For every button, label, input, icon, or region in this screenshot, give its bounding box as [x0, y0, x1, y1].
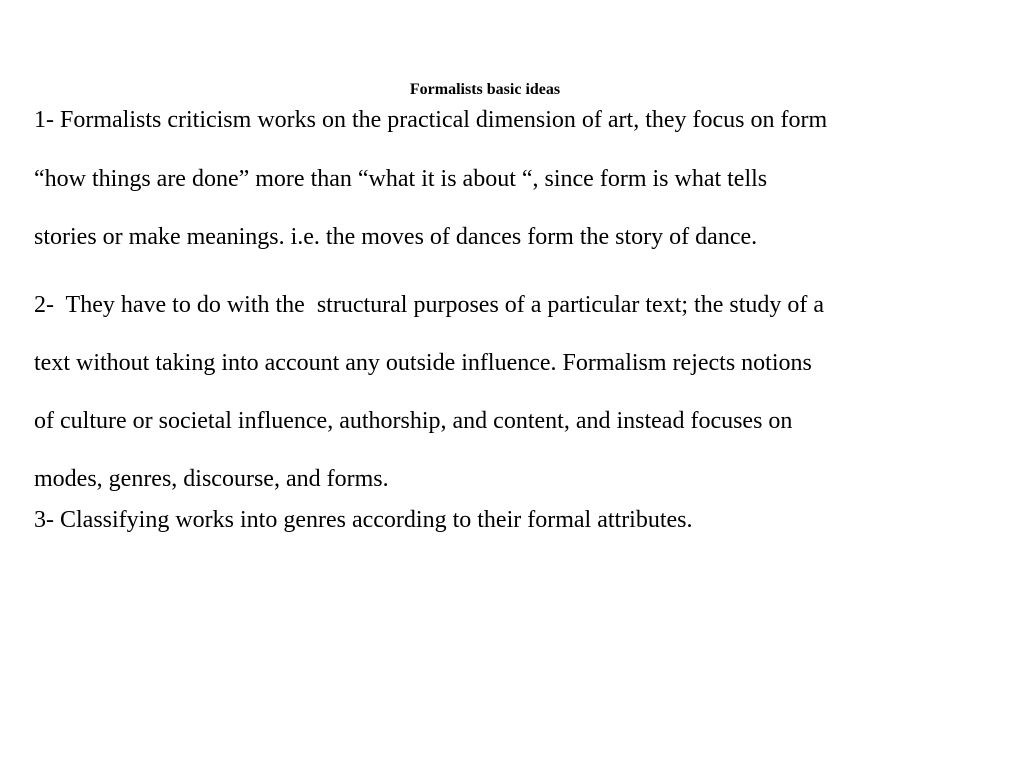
point-2-line-2: text without taking into account any outside influence. Formalism rejects notions	[34, 350, 812, 376]
point-2-line-4: modes, genres, discourse, and forms.	[34, 466, 389, 492]
point-1-line-1: 1- Formalists criticism works on the practical dimension of art, they focus on form	[34, 107, 828, 133]
point-2-line-3: of culture or societal influence, authorship, and content, and instead focuses on	[34, 408, 793, 434]
point-1-line-2: “how things are done” more than “what it is about “, since form is what tells	[34, 166, 768, 192]
point-3-line-1: 3- Classifying works into genres according to their formal attributes.	[34, 507, 693, 533]
slide-title: Formalists basic ideas	[409, 81, 561, 98]
point-1-line-3: stories or make meanings. i.e. the moves of dances form the story of dance.	[34, 224, 758, 250]
point-2-line-1: 2- They have to do with the structural purposes of a particular text; the study of a	[34, 292, 825, 318]
